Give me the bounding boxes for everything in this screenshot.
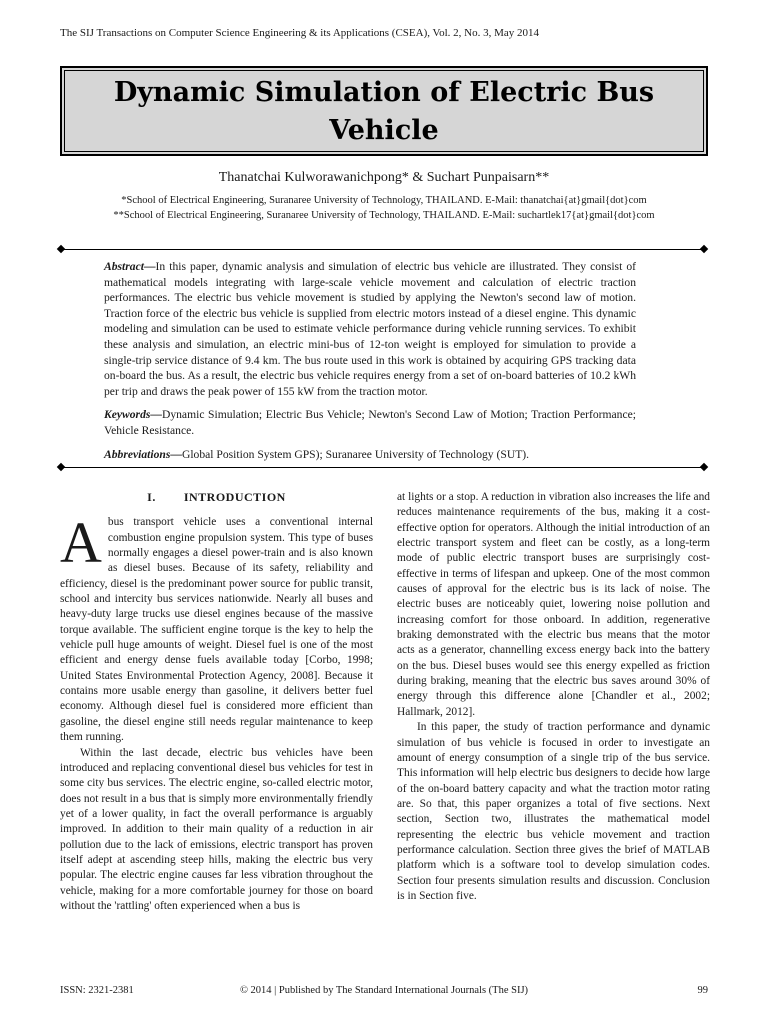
footer-page-number: 99 <box>697 985 708 996</box>
abstract <box>104 259 636 399</box>
paper-title <box>62 74 706 150</box>
title-line-2: Vehicle <box>329 115 439 146</box>
journal-header: The SIJ Transactions on Computer Science Engineering & its Applications (CSEA), Vol. 2, No. 3, May 2014 <box>60 27 539 39</box>
left-column <box>60 490 373 914</box>
section-title: INTRODUCTION <box>183 490 286 504</box>
abbreviations-label: Abbreviations— <box>104 447 182 461</box>
intro-paragraph-2: Within the last decade, electric bus vehicles have been introduced and replacing conventional diesel bus vehicles for test in some city bus services. The electric engine, so-called electric motor, does not result in a bus that is simply more environmentally friendly yet of a lower quality, in fact the overall performance is arguably improved. In addition to their main quality of a reduction in air pollution due to the lack of emissions, electric transport has proven itself adept at ascending steep hills, making the electric bus very popular. The electric engine causes far less vibration throughout the vehicle, making for a more comfortable journey for those on board without the 'rattling' often experienced when a bus is <box>60 746 373 912</box>
divider-top <box>64 249 704 250</box>
drop-cap: A <box>60 510 102 576</box>
abbreviations-text: Global Position System GPS); Suranaree University of Technology (SUT). <box>181 447 530 461</box>
divider-diamond <box>700 463 708 471</box>
abstract-text: In this paper, dynamic analysis and simulation of electric bus vehicle are illustrated. They consist of mathematical models integrating with large-scale vehicle movement and calculation of electric traction performances. The electric bus vehicle movement is studied by applying the Newton's second law of motion. Traction force of the electric bus vehicle is supplied from electric motors instead of a diesel engine. This dynamic modeling and simulation can be used to estimate vehicle performance during vehicle running services. To exhibit these analysis and simulation, an electric mini-bus of 12-ton weight is employed for simulation to provide a single-trip service distance of 9.4 km. The bus route used in this work is obtained by acquiring GPS tracking data on-board the bus. As a result, the electric bus vehicle requires energy from a set of on-board batteries of 10.2 kWh per trip and draws the peak power of 155 kW from the traction motor. <box>104 260 636 398</box>
intro-paragraph-1 <box>60 510 373 745</box>
section-number: I. <box>147 490 156 504</box>
keywords <box>104 407 636 438</box>
title-box <box>60 66 708 156</box>
intro-paragraph-3: at lights or a stop. A reduction in vibration also increases the life and reduces maintenance requirements of the bus, making it a cost-effective option for operators. Although the initial introduction of an electric transport system and fleet can be costly, as a long-term mode of public electric transport buses are surprisingly cost-effective in terms of lifespan and upkeep. One of the most common causes of approval for the electric bus is its lack of noise. The electric buses are noticeably quiet, lowering noise pollution and increasing comfort for those onboard. In addition, regenerative braking demonstrated with the electric bus means that the motor acts as a generator, channelling excess energy back into the battery on the bus. Diesel buses would see this energy expelled as friction during braking, meaning that the electric bus saves around 30% of energy through this difference alone [Chandler et al., 2002; Hallmark, 2012]. <box>397 491 710 718</box>
divider-diamond <box>57 245 65 253</box>
keywords-text: Dynamic Simulation; Electric Bus Vehicle; Newton's Second Law of Motion; Traction Performance; Vehicle Resistance. <box>104 408 636 437</box>
keywords-label: Keywords— <box>104 408 162 422</box>
footer-issn: ISSN: 2321-2381 <box>60 985 134 996</box>
authors: Thanatchai Kulworawanichpong* & Suchart Punpaisarn** <box>218 170 550 185</box>
affiliation-1: *School of Electrical Engineering, Suranaree University of Technology, THAILAND. E-Mail: thanatchai{at}gmail{dot}com <box>121 195 647 206</box>
abstract-block <box>104 259 636 470</box>
abbreviations <box>104 447 636 463</box>
title-line-1: Dynamic Simulation of Electric Bus <box>113 77 655 108</box>
affiliation-2: **School of Electrical Engineering, Suranaree University of Technology, THAILAND. E-Mail: suchartlek17{at}gmail{dot}com <box>113 210 655 221</box>
section-heading <box>60 490 373 505</box>
intro-paragraph-1-text: bus transport vehicle uses a conventional internal combustion engine propulsion system. This type of buses normally engages a diesel power-train and is also known as diesel buses. Because of its safety, reliability and efficiency, diesel is the predominant power source for public transit, school and intercity bus services nationwide. Nearly all buses and heavy-duty large trucks use diesel engines because of the massive torque available. The sufficient engine torque is the key to help the vehicle pull huge amounts of weight. Diesel fuel is one of the most efficient and energy dense fuels available today [Corbo, 1998; United States Environmental Protection Agency, 2008]. Because it contains more usable energy than gasoline, it delivers better fuel economy. Although diesel fuel is considered more efficient than gasoline, the diesel engine still needs regular maintenance to keep them running. <box>60 516 373 744</box>
right-column <box>397 490 710 904</box>
intro-paragraph-4: In this paper, the study of traction performance and dynamic simulation of bus vehicle is focused in order to investigate an amount of energy consumption of a single trip of the bus service. This information will help electric bus designers to decide how large of the on-board battery capacity and what the traction motor rating are. So that, this paper organizes a total of five sections. Next section, Section two, illustrates the mathematical model representing the electric bus vehicle movement and traction performance calculation. Section three gives the brief of MATLAB platform which is a software tool to develop simulation codes. Section four presents simulation results and discussion. Conclusion is in Section five. <box>397 721 710 902</box>
divider-bottom <box>64 467 704 468</box>
abstract-label: Abstract— <box>104 260 156 273</box>
divider-diamond <box>57 463 65 471</box>
divider-diamond <box>700 245 708 253</box>
footer-publisher: © 2014 | Published by The Standard International Journals (The SIJ) <box>239 985 529 996</box>
